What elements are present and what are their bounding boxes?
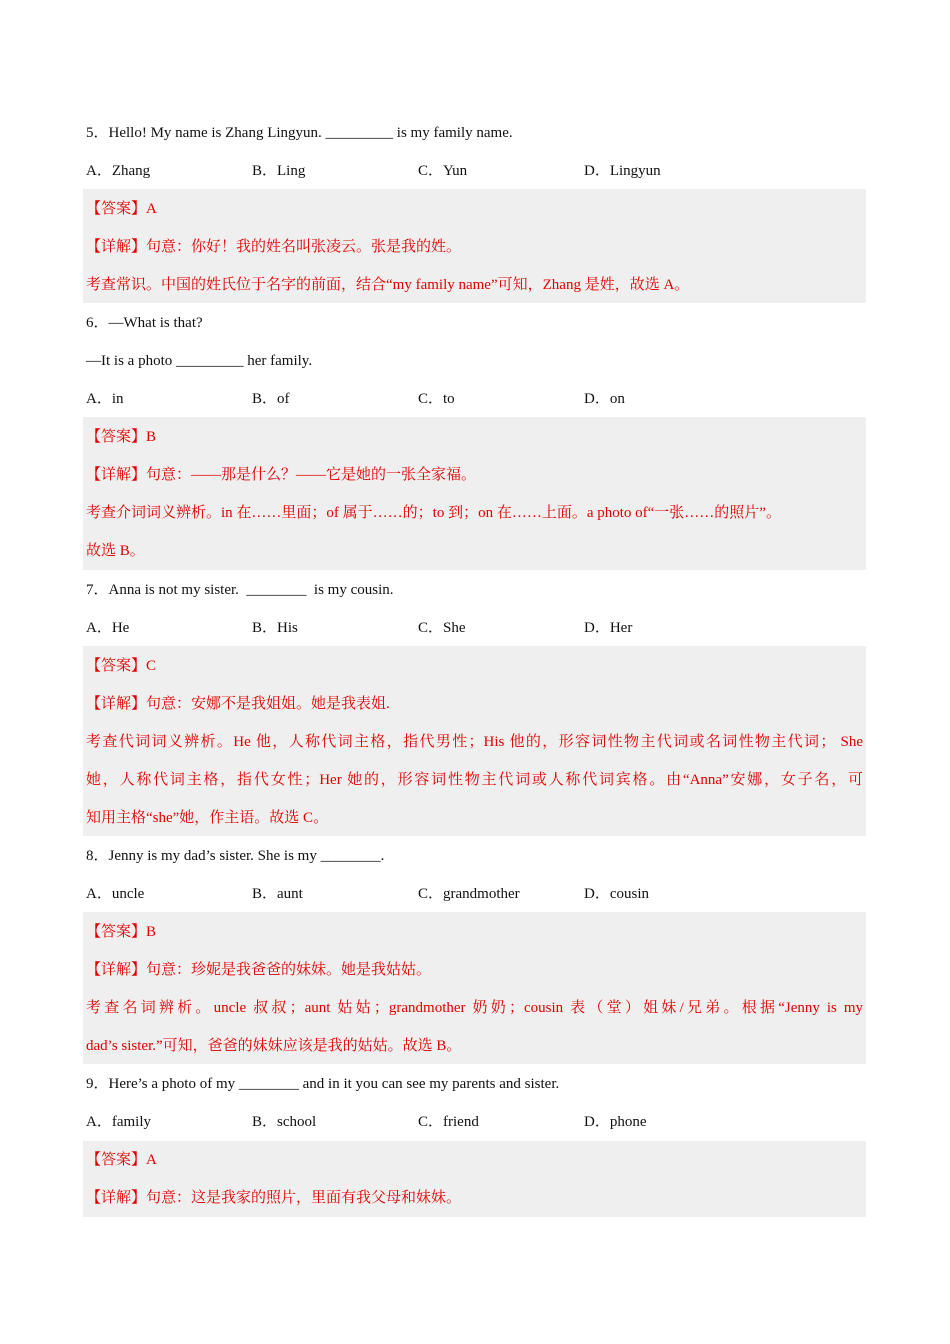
- question-9-stem: 9．Here’s a photo of my ________ and in it you can see my parents and sister.: [86, 1076, 560, 1092]
- question-6-stem: 6．—What is that?: [86, 315, 203, 331]
- option-a: A．He: [86, 620, 130, 636]
- answer-label: 【答案】B: [86, 429, 157, 445]
- option-d: D．Her: [584, 620, 633, 636]
- option-c: C．Yun: [418, 163, 468, 179]
- option-b: B．His: [252, 620, 298, 636]
- option-c: C．She: [418, 620, 466, 636]
- answer-label: 【答案】C: [86, 658, 157, 674]
- answer-box-5: [83, 189, 866, 303]
- option-a: A．in: [86, 391, 124, 407]
- answer-detail: 【详解】句意：你好！我的姓名叫张凌云。张是我的姓。: [86, 239, 462, 255]
- question-9-options: [86, 1112, 866, 1132]
- question-7-options: [86, 618, 866, 638]
- answer-explanation: 考查常识。中国的姓氏位于名字的前面，结合“my family name”可知，Zhang 是姓，故选 A。: [86, 277, 690, 293]
- option-c: C．to: [418, 391, 455, 407]
- option-a: A．Zhang: [86, 163, 151, 179]
- question-5-stem: 5．Hello! My name is Zhang Lingyun. _________ is my family name.: [86, 125, 513, 141]
- option-a: A．uncle: [86, 886, 145, 902]
- answer-detail: 【详解】句意：这是我家的照片，里面有我父母和妹妹。: [86, 1190, 462, 1206]
- option-b: B．aunt: [252, 886, 303, 902]
- answer-label: 【答案】A: [86, 201, 157, 217]
- question-6-options: [86, 389, 866, 409]
- answer-label: 【答案】B: [86, 924, 157, 940]
- option-c: C．friend: [418, 1114, 479, 1130]
- option-d: D．phone: [584, 1114, 647, 1130]
- question-8-stem: 8．Jenny is my dad’s sister. She is my ________.: [86, 848, 385, 864]
- option-c: C．grandmother: [418, 886, 520, 902]
- option-d: D．Lingyun: [584, 163, 661, 179]
- option-b: B．Ling: [252, 163, 306, 179]
- option-b: B．school: [252, 1114, 317, 1130]
- answer-explanation-line2: dad’s sister.”可知，爸爸的妹妹应该是我的姑姑。故选 B。: [86, 1038, 462, 1054]
- answer-box-6: [83, 417, 866, 570]
- option-a: A．family: [86, 1114, 151, 1130]
- option-d: D．cousin: [584, 886, 649, 902]
- question-5-options: [86, 161, 866, 181]
- answer-explanation-line2: 故选 B。: [86, 543, 145, 559]
- answer-box-7: [83, 646, 866, 836]
- answer-detail: 【详解】句意：——那是什么？——它是她的一张全家福。: [86, 467, 477, 483]
- question-8-options: [86, 884, 866, 904]
- answer-detail: 【详解】句意：珍妮是我爸爸的妹妹。她是我姑姑。: [86, 962, 432, 978]
- question-6-stem-line2: —It is a photo _________ her family.: [86, 353, 313, 369]
- answer-explanation: 考查代词词义辨析。He 他，人称代词主格，指代男性；His 他的，形容词性物主代词或名词性物主代词； She: [86, 734, 863, 750]
- answer-box-9: [83, 1141, 866, 1217]
- option-d: D．on: [584, 391, 625, 407]
- answer-explanation-line3: 知用主格“she”她，作主语。故选 C。: [86, 810, 329, 826]
- question-7-stem: 7．Anna is not my sister. ________ is my cousin.: [86, 582, 394, 598]
- option-b: B．of: [252, 391, 290, 407]
- answer-explanation: 考查介词词义辨析。in 在……里面；of 属于……的；to 到；on 在……上面。a photo of“一张……的照片”。: [86, 505, 781, 521]
- answer-label: 【答案】A: [86, 1152, 157, 1168]
- answer-box-8: [83, 912, 866, 1064]
- answer-explanation: 考查名词辨析。uncle 叔叔；aunt 姑姑；grandmother 奶奶；cousin 表（堂）姐妹/兄弟。根据“Jenny is my: [86, 1000, 863, 1016]
- answer-explanation-line2: 她，人称代词主格，指代女性；Her 她的，形容词性物主代词或人称代词宾格。由“Anna”安娜，女子名，可: [86, 772, 863, 788]
- answer-detail: 【详解】句意：安娜不是我姐姐。她是我表姐.: [86, 696, 390, 712]
